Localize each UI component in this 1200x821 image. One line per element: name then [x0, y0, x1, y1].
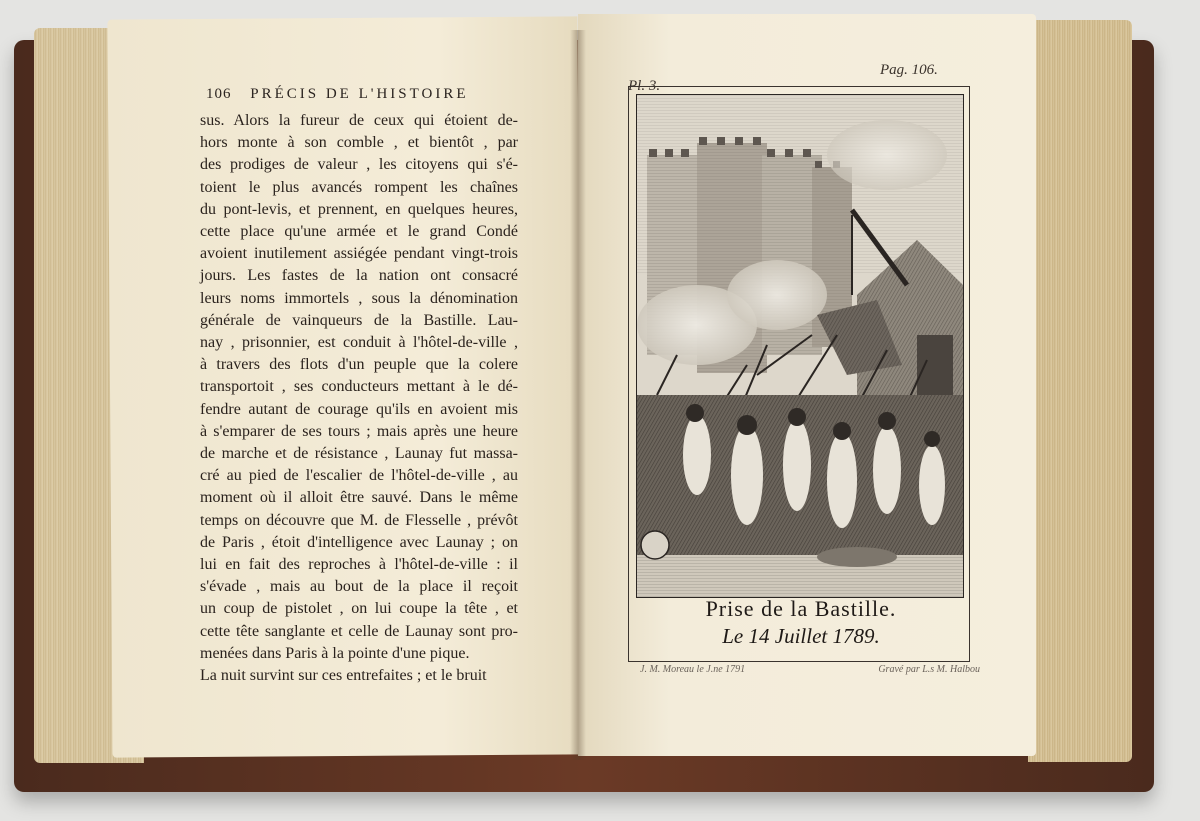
credit-artist: J. M. Moreau le J.ne 1791 [640, 664, 746, 675]
text-line: fendre autant de courage qu'ils en avoient mis [200, 400, 518, 418]
text-line: un coup de pistolet , on lui coupe la tête , et [200, 600, 518, 618]
page-reference: Pag. 106. [880, 62, 938, 78]
page-number: 106 [206, 86, 232, 102]
text-line: hors monte à son comble , et bientôt , par [200, 134, 518, 152]
text-line: nay , prisonnier, est conduit à l'hôtel-de-ville , [200, 334, 518, 352]
plate-reference: Pl. 3. [628, 78, 661, 94]
running-head [206, 86, 526, 103]
text-line: lui en fait des reproches à l'hôtel-de-ville : il [200, 556, 518, 574]
text-line: jours. Les fastes de la nation ont consacré [200, 267, 518, 285]
text-line: avoient inutilement assiégée pendant vingt-trois [200, 245, 518, 263]
text-line: s'évade , mais au bout de la place il reçoit [200, 578, 518, 596]
running-head-title: PRÉCIS DE L'HISTOIRE [250, 86, 469, 102]
bastille-engraving [637, 95, 963, 597]
text-line: de Paris , étoit d'intelligence avec Launay ; on [200, 533, 518, 551]
text-line: moment où il alloit être sauvé. Dans le même [200, 489, 518, 507]
text-line: leurs noms immortels , sous la dénomination [200, 289, 518, 307]
text-line: des prodiges de valeur , les citoyens qui s'é- [200, 156, 518, 174]
text-line: de marche et de résistance , Launay fut massa- [200, 445, 518, 463]
text-line: cré au pied de l'escalier de l'hôtel-de-ville , au [200, 467, 518, 485]
text-line: du pont-levis, et prennent, en quelques heures, [200, 200, 518, 218]
plate-caption-date: Le 14 Juillet 1789. [722, 624, 880, 648]
engraving-credits [640, 664, 980, 675]
engraving-illustration [636, 94, 964, 598]
right-page-edges [1028, 20, 1132, 762]
credit-engraver: Gravé par L.s M. Halbou [878, 664, 980, 675]
text-line: générale de vainqueurs de la Bastille. Lau- [200, 311, 518, 329]
text-line: cette place qu'une armée et le grand Condé [200, 223, 518, 241]
text-line: à travers des flots d'un peuple que la colere [200, 356, 518, 374]
text-line: cette tête sanglante et celle de Launay sont pro- [200, 622, 518, 640]
book-gutter [570, 30, 586, 760]
text-line: temps on découvre que M. de Flesselle , prévôt [200, 511, 518, 529]
text-line: La nuit survint sur ces entrefaites ; et le bruit [200, 667, 487, 685]
body-text [200, 110, 518, 687]
text-line: menées dans Paris à la pointe d'une pique. [200, 644, 470, 662]
text-line: transportoit , ses conducteurs mettant à le dé- [200, 378, 518, 396]
text-line: à s'emparer de ses tours ; mais après une heure [200, 422, 518, 440]
text-line: toient le plus avancés rompent les chaînes [200, 178, 518, 196]
plate-caption-title: Prise de la Bastille. [705, 596, 897, 621]
text-line: sus. Alors la fureur de ceux qui étoient de- [200, 112, 518, 129]
